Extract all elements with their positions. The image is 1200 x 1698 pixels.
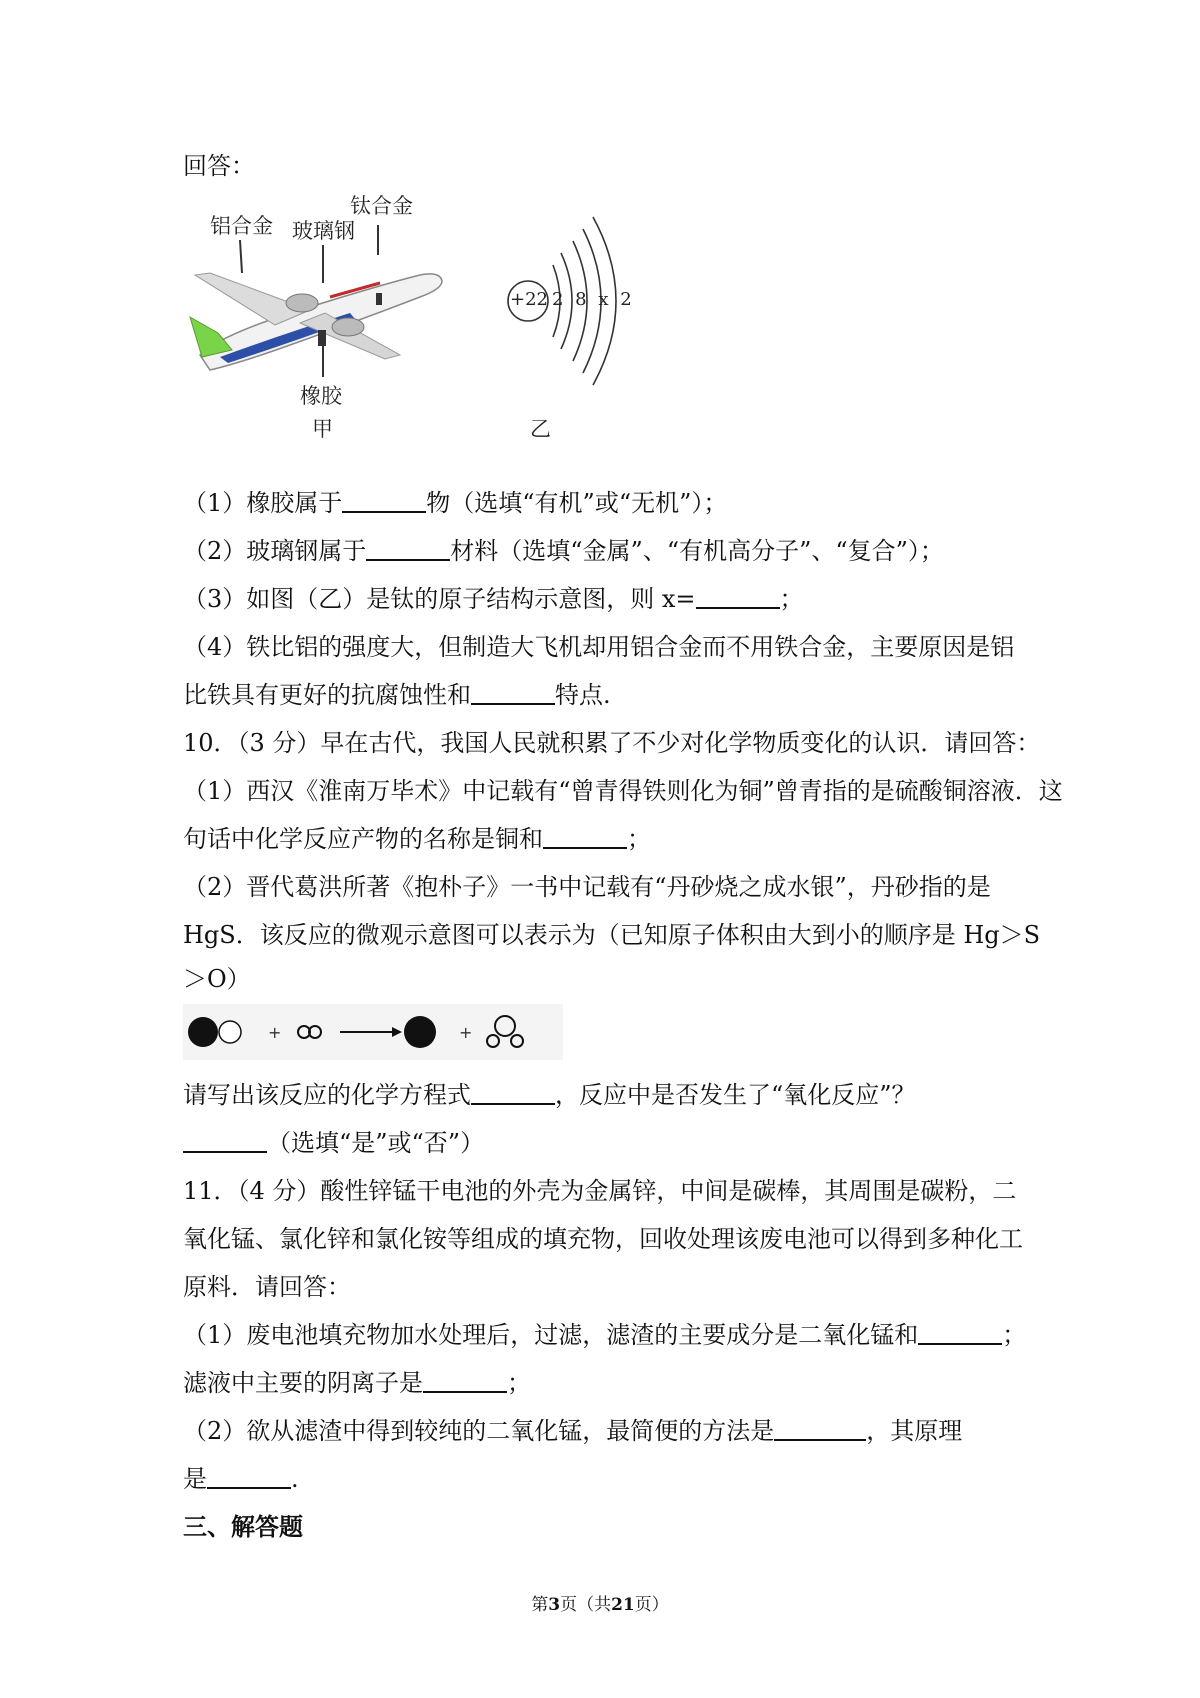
q11-line3: 原料．请回答： — [183, 1273, 351, 1301]
q9-part2: （2）玻璃钢属于 材料（选填“金属”、“有机高分子”、“复合”）； — [183, 537, 944, 565]
figure-jia-airplane — [180, 185, 460, 455]
label-fiberglass: 玻璃钢 — [292, 219, 355, 243]
q11-heading: 11．（4 分）酸性锌锰干电池的外壳为金属锌，中间是碳棒，其周围是碳粉，二 — [183, 1177, 1017, 1205]
q11-part1-line1: （1）废电池填充物加水处理后，过滤，滤渣的主要成分是二氧化锰和 ； — [183, 1321, 1027, 1349]
figure-caption-yi: 乙 — [530, 417, 551, 441]
answer-blank[interactable] — [366, 537, 450, 561]
page-total: 21 — [611, 1595, 635, 1615]
q11-part1-line2: 滤液中主要的阴离子是 ； — [183, 1369, 531, 1397]
figure-caption-jia: 甲 — [312, 417, 333, 441]
q10-part3-line2: （选填“是”或“否”） — [183, 1127, 484, 1159]
answer-blank[interactable] — [183, 1129, 267, 1153]
q9-part4-line1: （4）铁比铝的强度大，但制造大飞机却用铝合金而不用铁合金，主要原因是铝 — [183, 633, 1015, 661]
answer-blank[interactable] — [543, 825, 627, 849]
answer-blank[interactable] — [423, 1369, 507, 1393]
q11-part2-line2: 是 . — [183, 1465, 299, 1493]
reaction-molecules — [183, 1004, 563, 1060]
q10-heading: 10．（3 分）早在古代，我国人民就积累了不少对化学物质变化的认识．请回答： — [183, 729, 1041, 757]
q10-part1-line2: 句话中化学反应产物的名称是铜和 ； — [183, 825, 651, 853]
q10-part2-line1: （2）晋代葛洪所著《抱朴子》一书中记载有“丹砂烧之成水银”，丹砂指的是 — [183, 873, 991, 901]
intro-text: 回答： — [183, 152, 255, 180]
nucleus-charge: +22 — [510, 289, 548, 310]
q10-part3-line1: 请写出该反应的化学方程式 ，反应中是否发生了“氧化反应”？ — [183, 1081, 916, 1109]
reaction-diagram — [183, 1004, 563, 1060]
label-aluminum-alloy: 铝合金 — [210, 214, 273, 238]
page-footer: 第3页（共21页） — [531, 1595, 669, 1615]
plus-sign: + — [459, 1023, 473, 1042]
electron-shells: 2 8 x 2 — [552, 289, 632, 310]
plus-sign: + — [268, 1023, 282, 1042]
page-number: 3 — [548, 1595, 561, 1615]
section-heading: 三、解答题 — [183, 1512, 303, 1541]
answer-blank[interactable] — [207, 1465, 291, 1489]
q11-line2: 氧化锰、氯化锌和氯化铵等组成的填充物，回收处理该废电池可以得到多种化工 — [183, 1225, 1023, 1253]
q9-part3: （3）如图（乙）是钛的原子结构示意图，则 x= ； — [183, 585, 804, 613]
q9-part1: （1）橡胶属于 物（选填“有机”或“无机”）； — [183, 489, 728, 517]
label-rubber: 橡胶 — [300, 384, 342, 408]
answer-blank[interactable] — [696, 585, 780, 609]
q9-part4-line2: 比铁具有更好的抗腐蚀性和 特点. — [183, 681, 611, 709]
q10-part2-line2: HgS．该反应的微观示意图可以表示为（已知原子体积由大到小的顺序是 Hg＞S — [183, 921, 1041, 949]
q11-part2-line1: （2）欲从滤渣中得到较纯的二氧化锰，最简便的方法是 ，其原理 — [183, 1417, 963, 1445]
q10-part1-line1: （1）西汉《淮南万毕术》中记载有“曾青得铁则化为铜”曾青指的是硫酸铜溶液．这 — [183, 777, 1063, 805]
answer-blank[interactable] — [471, 681, 555, 705]
atom-shell-diagram — [495, 215, 665, 415]
answer-blank[interactable] — [342, 489, 426, 513]
figure-yi-atom-structure — [495, 215, 665, 455]
answer-blank[interactable] — [918, 1321, 1002, 1345]
answer-blank[interactable] — [774, 1417, 866, 1441]
answer-blank[interactable] — [471, 1081, 555, 1105]
label-titanium-alloy: 钛合金 — [350, 194, 413, 218]
q10-part2-line3: ＞O） — [183, 965, 251, 993]
